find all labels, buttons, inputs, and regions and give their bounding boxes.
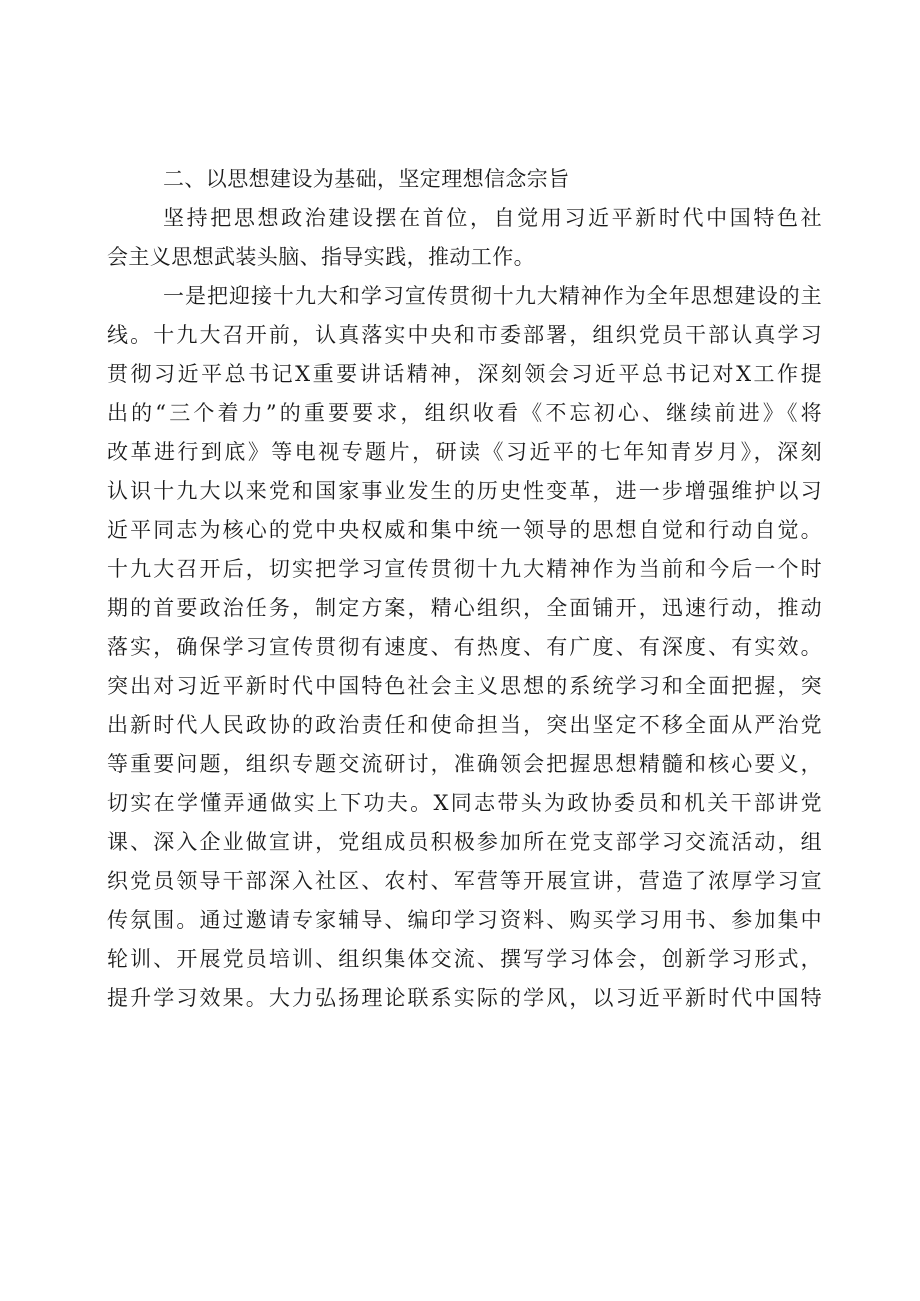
paragraph-line: 突出对习近平新时代中国特色社会主义思想的系统学习和全面把握，突 [107,674,822,698]
document-body [107,160,822,1018]
paragraph-line: 十九大召开后，切实把学习宣传贯彻十九大精神作为当前和今后一个时 [107,557,822,581]
paragraph-line: 贯彻习近平总书记X重要讲话精神，深刻领会习近平总书记对X工作提 [107,362,822,386]
paragraph-line: 改革进行到底》等电视专题片，研读《习近平的七年知青岁月》，深刻 [107,440,822,464]
paragraph-line: 落实，确保学习宣传贯彻有速度、有热度、有广度、有深度、有实效。 [107,635,822,659]
paragraph-line: 认识十九大以来党和国家事业发生的历史性变革，进一步增强维护以习 [107,479,822,503]
paragraph-line: 出新时代人民政协的政治责任和使命担当，突出坚定不移全面从严治党 [107,713,822,737]
paragraph-line: 期的首要政治任务，制定方案，精心组织，全面铺开，迅速行动，推动 [107,596,822,620]
paragraph-line: 织党员领导干部深入社区、农村、军营等开展宣讲，营造了浓厚学习宣 [107,869,822,893]
paragraph-line: 线。十九大召开前，认真落实中央和市委部署，组织党员干部认真学习 [107,323,822,347]
paragraph-line: 近平同志为核心的党中央权威和集中统一领导的思想自觉和行动自觉。 [107,518,822,542]
paragraph-line: 一是把迎接十九大和学习宣传贯彻十九大精神作为全年思想建设的主 [163,284,822,308]
paragraph-line: 出的“三个着力”的重要要求，组织收看《不忘初心、继续前进》《将 [107,401,822,425]
paragraph-line: 课、深入企业做宣讲，党组成员积极参加所在党支部学习交流活动，组 [107,830,822,854]
paragraph-line: 提升学习效果。大力弘扬理论联系实际的学风，以习近平新时代中国特 [107,986,822,1010]
paragraph-line: 等重要问题，组织专题交流研讨，准确领会把握思想精髓和核心要义， [107,752,822,776]
section-heading: 二、以思想建设为基础，坚定理想信念宗旨 [163,167,570,191]
paragraph-line: 坚持把思想政治建设摆在首位，自觉用习近平新时代中国特色社 [163,206,822,230]
paragraph-line: 切实在学懂弄通做实上下功夫。X同志带头为政协委员和机关干部讲党 [107,791,822,815]
paragraph-line: 轮训、开展党员培训、组织集体交流、撰写学习体会，创新学习形式， [107,947,822,971]
paragraph-line: 会主义思想武装头脑、指导实践，推动工作。 [107,245,535,269]
paragraph-line: 传氛围。通过邀请专家辅导、编印学习资料、购买学习用书、参加集中 [107,908,822,932]
